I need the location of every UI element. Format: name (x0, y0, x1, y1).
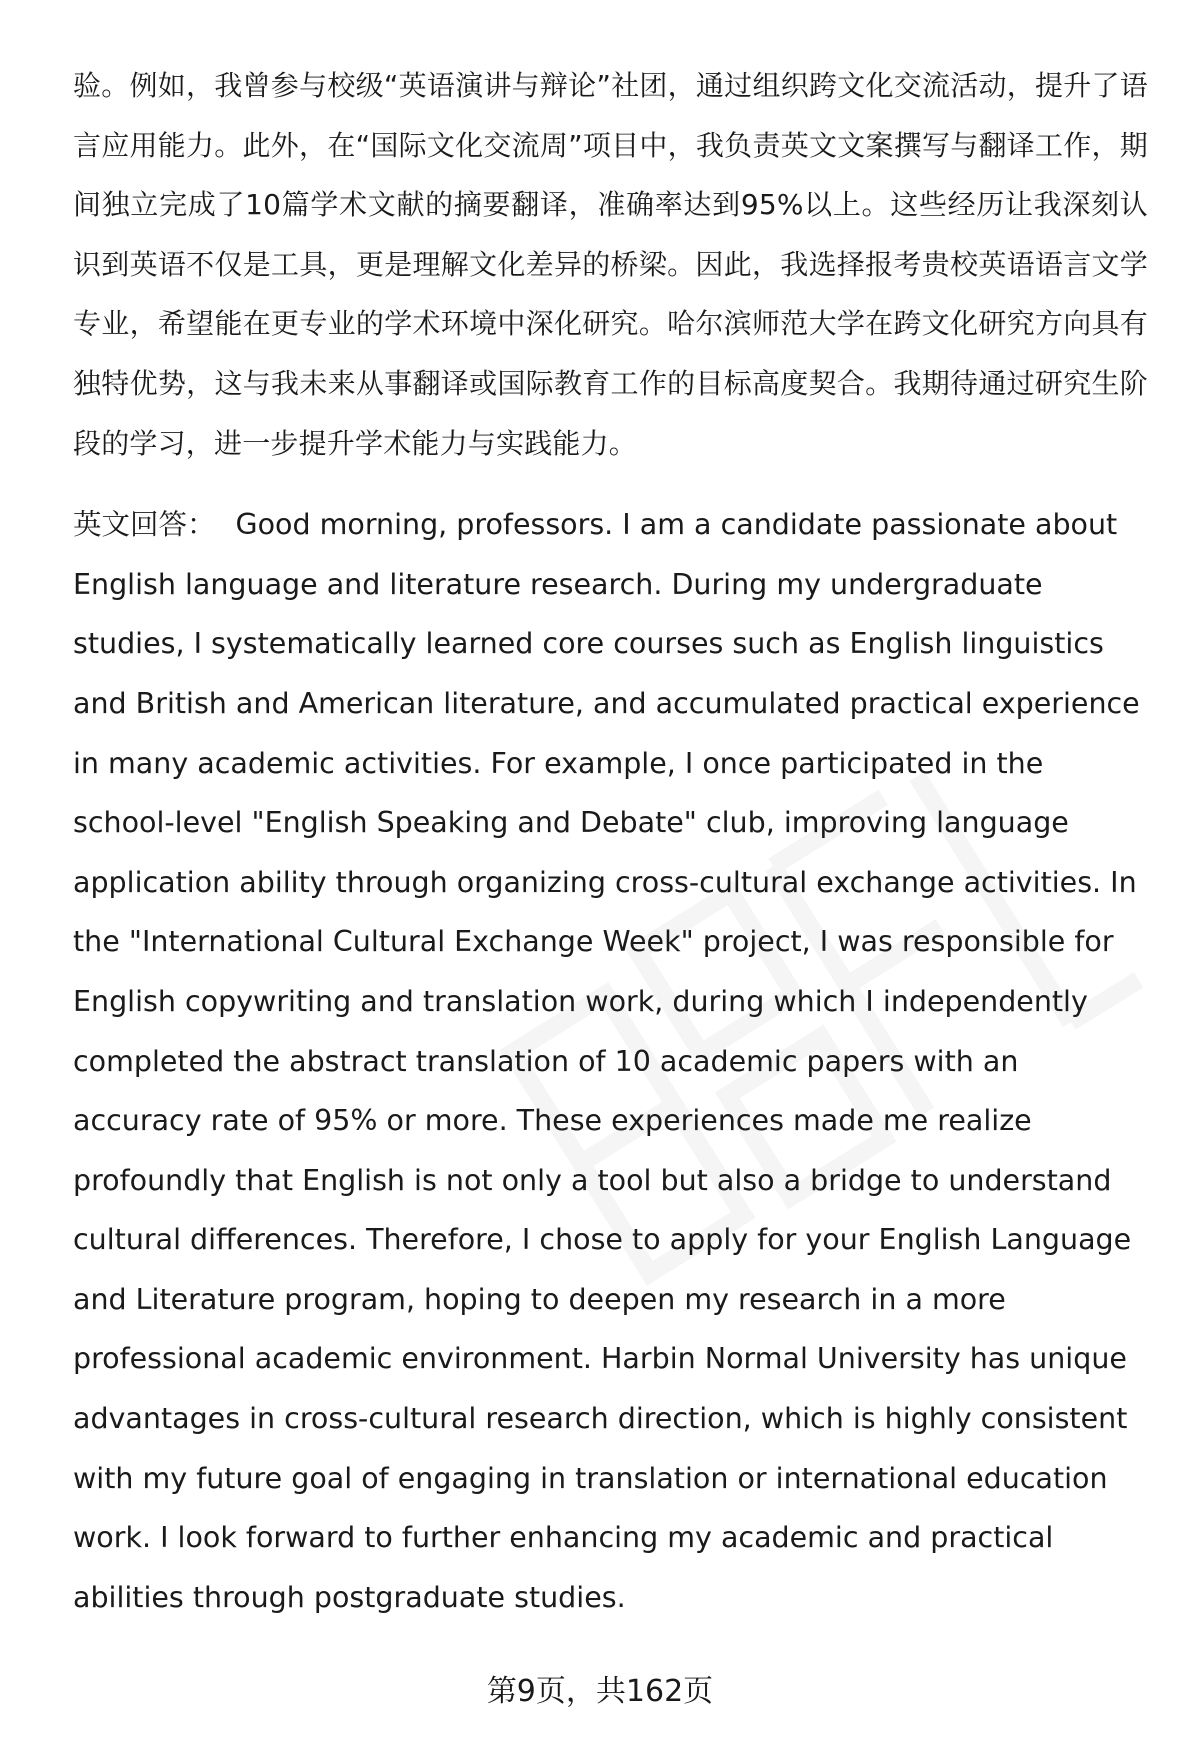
document-content (73, 56, 1148, 1627)
answer-text: Good morning, professors. I am a candidate passionate about English language and literature research. During my undergraduate studies, I systematically learned core courses such as English linguistics and British and American literature, and accumulated practical experience in many academic activities. For example, I once participated in the school-level "English Speaking and Debate" club, improving language application ability through organizing cross-cultural exchange activities. In the "International Cultural Exchange Week" project, I was responsible for English copywriting and translation work, during which I independently completed the abstract translation of 10 academic papers with an accuracy rate of 95% or more. These experiences made me realize profoundly that English is not only a tool but also a bridge to understand cultural differences. Therefore, I chose to apply for your English Language and Literature program, hoping to deepen my research in a more professional academic environment. Harbin Normal University has unique advantages in cross-cultural research direction, which is highly consistent with my future goal of engaging in translation or international education work. I look forward to further enhancing my academic and practical abilities through postgraduate studies. (73, 508, 1140, 1614)
chinese-paragraph: 验。例如，我曾参与校级“英语演讲与辩论”社团，通过组织跨文化交流活动，提升了语言应用能力。此外，在“国际文化交流周”项目中，我负责英文文案撰写与翻译工作，期间独立完成了10篇学术文献的摘要翻译，准确率达到95%以上。这些经历让我深刻认识到英语不仅是工具，更是理解文化差异的桥梁。因此，我选择报考贵校英语语言文学专业，希望能在更专业的学术环境中深化研究。哈尔滨师范大学在跨文化研究方向具有独特优势，这与我未来从事翻译或国际教育工作的目标高度契合。我期待通过研究生阶段的学习，进一步提升学术能力与实践能力。 (73, 69, 1148, 460)
page-number: 第9页，共162页 (486, 1674, 714, 1709)
english-answer-paragraph (73, 495, 1148, 1627)
answer-label: 英文回答： (73, 508, 216, 542)
